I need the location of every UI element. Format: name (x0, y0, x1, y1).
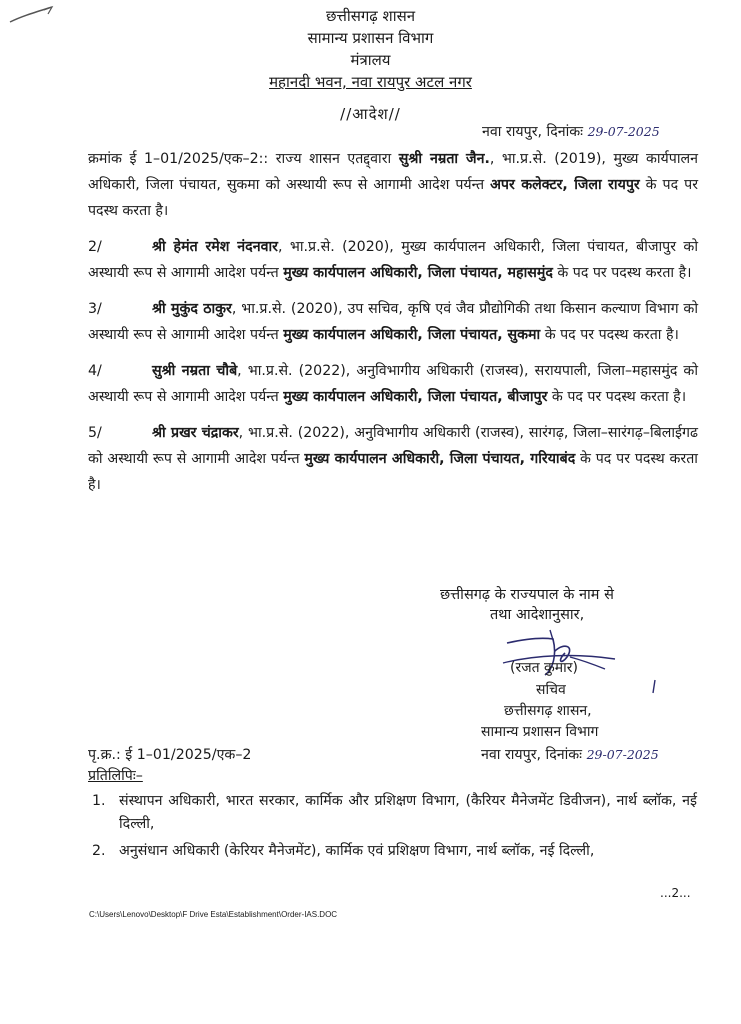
paragraph-number: 5/ (88, 425, 102, 441)
endorsement-date-handwritten: 29-07-2025 (586, 747, 659, 762)
paragraph-1: क्रमांक ई 1–01/2025/एक–2:: राज्य शासन एतद्द्वारा सुश्री नम्रता जैन., भा.प्र.से. (2019), मुख्य कार्यपालन अधिकारी, जिला पंचायत, सुकमा को अस्थायी रूप से आगामी आदेश पर्यन्त अपर कलेक्टर, जिला रायपुर के पद पर पदस्थ करता है। (88, 151, 698, 219)
officer-name: श्री मुकुंद ठाकुर (152, 301, 232, 317)
endorsement-place: नवा रायपुर, दिनांकः (481, 747, 583, 763)
posting: मुख्य कार्यपालन अधिकारी, जिला पंचायत, बीजापुर (283, 389, 548, 405)
signatory-name: (रजत कुमार) (510, 660, 578, 676)
copy-heading: प्रतिलिपिः– (88, 768, 143, 784)
closing-line-2: तथा आदेशानुसार, (490, 607, 585, 623)
header-secretariat: मंत्रालय (350, 51, 391, 69)
paragraph-number: 3/ (88, 301, 102, 317)
list-item: 2. अनुसंधान अधिकारी (केरियर मैनेजमेंट), कार्मिक एवं प्रशिक्षण विभाग, नार्थ ब्लॉक, नई दिल्ली, (92, 843, 595, 859)
header-state: छत्तीसगढ़ शासन (325, 7, 416, 25)
paragraph-3: 3/ श्री मुकुंद ठाकुर, भा.प्र.से. (2020), उप सचिव, कृषि एवं जैव प्रौद्योगिकी तथा किसान कल्याण विभाग को अस्थायी रूप से आगामी आदेश पर्यन्त मुख्य कार्यपालन अधिकारी, जिला पंचायत, सुकमा के पद पर पदस्थ करता है। (88, 296, 698, 348)
dateline-date-handwritten: 29-07-2025 (587, 124, 660, 139)
header-address: महानदी भवन, नवा रायपुर अटल नगर (269, 73, 472, 91)
paragraph-2: 2/ श्री हेमंत रमेश नंदनवार, भा.प्र.से. (2020), मुख्य कार्यपालन अधिकारी, जिला पंचायत, बीजापुर को अस्थायी रूप से आगामी आदेश पर्यन्त मुख्य कार्यपालन अधिकारी, जिला पंचायत, महासमुंद के पद पर पदस्थ करता है। (88, 234, 698, 286)
endorsement-dateline (481, 744, 659, 766)
pen-mark-icon (6, 4, 56, 26)
copy-list (92, 790, 697, 863)
signatory-org-2: सामान्य प्रशासन विभाग (481, 724, 599, 740)
posting: मुख्य कार्यपालन अधिकारी, जिला पंचायत, गरियाबंद (304, 451, 576, 467)
signatory-title: सचिव (536, 682, 566, 698)
dateline (482, 122, 660, 141)
officer-name: श्री प्रखर चंद्राकर (152, 425, 239, 441)
endorsement-ref: पृ.क्र.: ई 1–01/2025/एक–2 (88, 747, 252, 763)
order-body (88, 146, 698, 498)
officer-name: श्री हेमंत रमेश नंदनवार (152, 239, 278, 255)
footer-file-path: C:\Users\Lenovo\Desktop\F Drive Esta\Establishment\Order-IAS.DOC (89, 910, 338, 919)
officer-name: सुश्री नम्रता जैन. (398, 151, 490, 167)
officer-name: सुश्री नम्रता चौबे (152, 363, 238, 379)
paragraph-number: 2/ (88, 239, 102, 255)
list-item: 1. संस्थापन अधिकारी, भारत सरकार, कार्मिक और प्रशिक्षण विभाग, (कैरियर मैनेजमेंट डिवीजन), नार्थ ब्लॉक, नई दिल्ली, (92, 793, 697, 832)
posting: मुख्य कार्यपालन अधिकारी, जिला पंचायत, महासमुंद (283, 265, 553, 281)
signatory-org-1: छत्तीसगढ़ शासन, (504, 703, 592, 719)
paragraph-number: 4/ (88, 363, 102, 379)
header-department: सामान्य प्रशासन विभाग (307, 29, 434, 47)
posting: मुख्य कार्यपालन अधिकारी, जिला पंचायत, सुकमा (283, 327, 541, 343)
page-continuation: ...2... (660, 886, 691, 900)
paragraph-4: 4/ सुश्री नम्रता चौबे, भा.प्र.से. (2022), अनुविभागीय अधिकारी (राजस्व), सरायपाली, जिला–महासमुंद को अस्थायी रूप से आगामी आदेश पर्यन्त मुख्य कार्यपालन अधिकारी, जिला पंचायत, बीजापुर के पद पर पदस्थ करता है। (88, 358, 698, 410)
closing-line-1: छत्तीसगढ़ के राज्यपाल के नाम से (440, 587, 614, 603)
order-title: //आदेश// (340, 105, 401, 123)
dateline-place: नवा रायपुर, दिनांकः (482, 124, 584, 140)
posting: अपर कलेक्टर, जिला रायपुर (490, 177, 640, 193)
paragraph-5: 5/ श्री प्रखर चंद्राकर, भा.प्र.से. (2022), अनुविभागीय अधिकारी (राजस्व), सारंगढ़, जिला–सारंगढ़–बिलाईगढ को अस्थायी रूप से आगामी आदेश पर्यन्त मुख्य कार्यपालन अधिकारी, जिला पंचायत, गरियाबंद के पद पर पदस्थ करता है। (88, 420, 698, 498)
